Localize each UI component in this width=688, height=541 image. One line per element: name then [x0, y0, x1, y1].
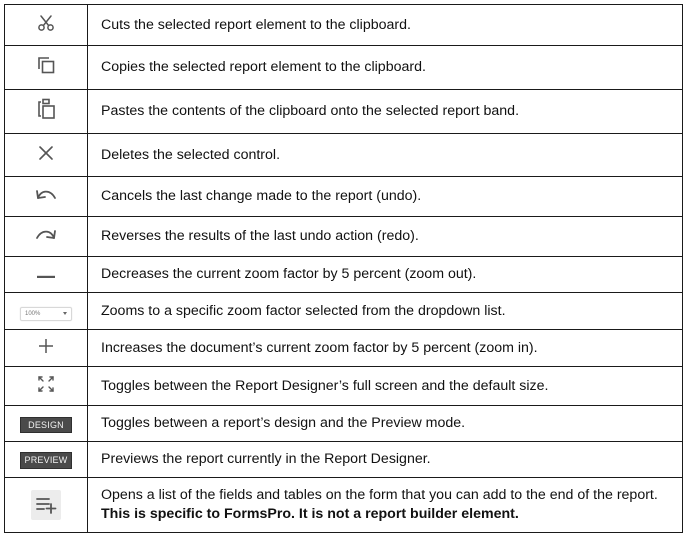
delete-icon: [38, 145, 54, 161]
table-row: [5, 442, 683, 478]
formspro-note: This is specific to FormsPro. It is not a report builder element.: [101, 506, 519, 522]
icon-cell: [5, 478, 88, 533]
icon-cell: [5, 330, 88, 367]
zoom-in-icon: [38, 338, 54, 354]
icon-cell: [5, 367, 88, 406]
copy-icon: [36, 55, 56, 75]
table-row: [5, 406, 683, 442]
description-undo: Cancels the last change made to the report (undo).: [88, 177, 683, 217]
description-fullscreen: Toggles between the Report Designer’s full screen and the default size.: [88, 367, 683, 406]
table-row: [5, 478, 683, 533]
redo-icon: [35, 227, 57, 241]
table-row: [5, 293, 683, 330]
icon-cell: [5, 406, 88, 442]
description-zoom-out: Decreases the current zoom factor by 5 percent (zoom out).: [88, 257, 683, 293]
icon-cell: [5, 293, 88, 330]
paste-icon: [36, 98, 56, 120]
add-fields-text: Opens a list of the fields and tables on the form that you can add to the end of the report.: [101, 487, 658, 503]
icon-cell: [5, 5, 88, 46]
description-copy: Copies the selected report element to the clipboard.: [88, 46, 683, 90]
icon-cell: [5, 442, 88, 478]
description-cut: Cuts the selected report element to the clipboard.: [88, 5, 683, 46]
icon-cell: [5, 257, 88, 293]
icon-cell: [5, 217, 88, 257]
description-delete: Deletes the selected control.: [88, 134, 683, 177]
description-zoom-in: Increases the document’s current zoom factor by 5 percent (zoom in).: [88, 330, 683, 367]
table-row: [5, 90, 683, 134]
table-row: [5, 134, 683, 177]
table-row: [5, 177, 683, 217]
add-fields-icon: [31, 490, 61, 520]
icon-cell: [5, 177, 88, 217]
table-row: [5, 5, 683, 46]
zoom-value: 100%: [25, 310, 41, 317]
description-redo: Reverses the results of the last undo action (redo).: [88, 217, 683, 257]
fullscreen-icon: [37, 375, 55, 393]
undo-icon: [35, 187, 57, 201]
cut-icon: [37, 14, 55, 32]
chevron-down-icon: [63, 312, 67, 315]
table-row: [5, 330, 683, 367]
icon-cell: [5, 46, 88, 90]
design-button[interactable]: DESIGN: [20, 417, 72, 433]
table-row: [5, 257, 683, 293]
zoom-out-icon: [37, 275, 55, 279]
description-paste: Pastes the contents of the clipboard onto the selected report band.: [88, 90, 683, 134]
description-design: Toggles between a report’s design and the Preview mode.: [88, 406, 683, 442]
preview-button[interactable]: PREVIEW: [20, 452, 72, 469]
description-preview: Previews the report currently in the Report Designer.: [88, 442, 683, 478]
description-add-fields: [88, 478, 683, 533]
toolbar-reference-table: [4, 4, 683, 533]
table-row: [5, 367, 683, 406]
icon-cell: [5, 90, 88, 134]
description-zoom-dropdown: Zooms to a specific zoom factor selected from the dropdown list.: [88, 293, 683, 330]
table-row: [5, 46, 683, 90]
table-row: [5, 217, 683, 257]
icon-cell: [5, 134, 88, 177]
zoom-dropdown[interactable]: [20, 307, 72, 321]
